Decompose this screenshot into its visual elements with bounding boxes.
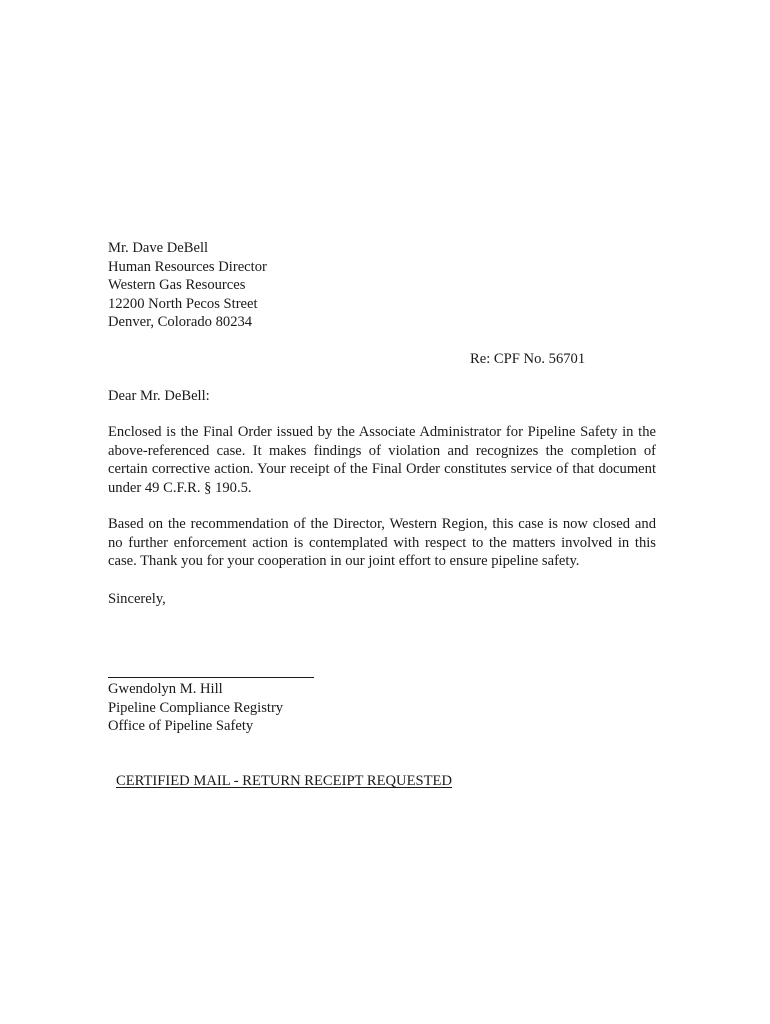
- recipient-street: 12200 North Pecos Street: [108, 295, 258, 312]
- certified-mail-notice: CERTIFIED MAIL - RETURN RECEIPT REQUESTED: [116, 773, 452, 789]
- salutation: Dear Mr. DeBell:: [108, 388, 210, 404]
- recipient-title: Human Resources Director: [108, 258, 267, 275]
- case-reference: Re: CPF No. 56701: [470, 351, 586, 367]
- signatory-name: Gwendolyn M. Hill: [108, 681, 223, 697]
- closing: Sincerely,: [108, 591, 166, 607]
- body-paragraph-1: Enclosed is the Final Order issued by the Associate Administrator for Pipeline Safety in the above-referenced case. It makes findings of violation and recognizes the completion of certain corrective action. Your receipt of the Final Order constitutes service of that document under 49 C.F.R. § 190.5.: [108, 424, 656, 496]
- signature-block: [108, 680, 668, 736]
- body-paragraph-2: Based on the recommendation of the Director, Western Region, this case is now closed and no further enforcement action is contemplated with respect to the matters involved in this case. Thank you for your cooperation in our joint effort to ensure pipeline safety.: [108, 516, 656, 569]
- recipient-address: [108, 239, 668, 332]
- recipient-city-state-zip: Denver, Colorado 80234: [108, 314, 253, 330]
- signatory-office: Office of Pipeline Safety: [108, 718, 254, 734]
- recipient-company: Western Gas Resources: [108, 277, 246, 293]
- recipient-name: Mr. Dave DeBell: [108, 240, 209, 256]
- signature-line: [108, 677, 314, 678]
- signatory-title: Pipeline Compliance Registry: [108, 699, 284, 716]
